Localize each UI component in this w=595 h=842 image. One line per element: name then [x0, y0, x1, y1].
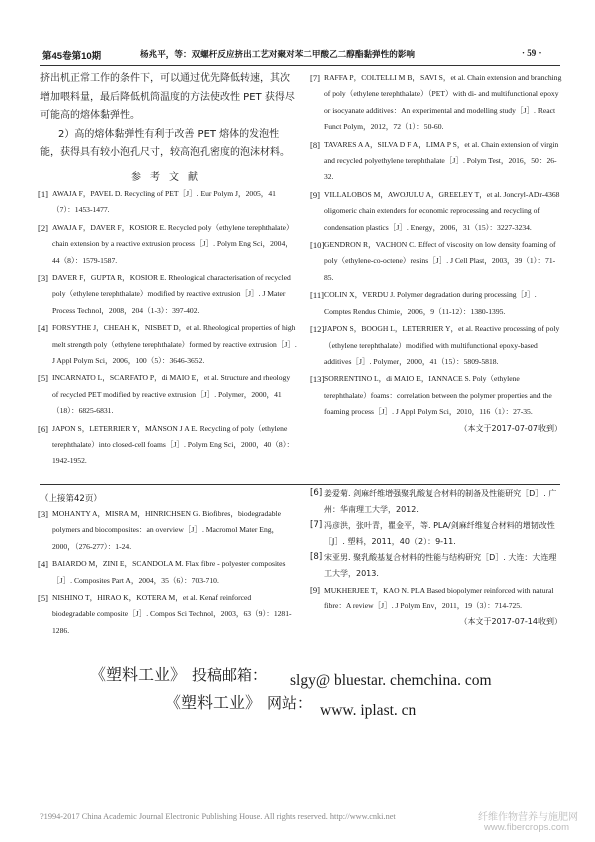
- reference-number: [10]: [310, 240, 325, 251]
- reference-number: [12]: [310, 324, 325, 335]
- reference-number: [2]: [38, 222, 49, 233]
- email-label: 投稿邮箱：: [192, 666, 268, 684]
- page-number: · 59 ·: [522, 48, 542, 58]
- reference-number: [5]: [38, 593, 49, 604]
- reference-text: INCARNATO L，SCARFATO P，di MAIO E，et al. Structure and rheology of recycled PET modified by reactive extrusion［J］. Polymer，2000，41（18）：6825-6831.: [52, 373, 291, 416]
- volume-issue: 第45卷第10期: [42, 51, 102, 62]
- reference-number: [8]: [310, 552, 323, 563]
- reference-text: FORSYTHE J，CHEAH K，NISBET D，et al. Rheological properties of high melt strength poly（ethylene terephthalate）formed by reactive extrusion［J］. J Appl Polym Sci，2006，100（5）：3646-3652.: [52, 323, 297, 366]
- reference-number: [13]: [310, 374, 325, 385]
- reference-item: [312, 70, 562, 136]
- reference-item: [312, 371, 562, 420]
- continued-references-right: [312, 486, 562, 627]
- reference-number: [7]: [310, 73, 321, 83]
- left-column: [40, 70, 298, 471]
- reference-item: [40, 186, 298, 219]
- reference-item: [40, 270, 298, 319]
- reference-number: [4]: [38, 559, 49, 570]
- journal-name-2: 《塑料工业》: [165, 693, 262, 712]
- journal-name: 《塑料工业》: [90, 665, 187, 684]
- header-rule: [40, 65, 560, 66]
- reference-text: RAFFA P，COLTELLI M B，SAVI S，et al. Chain extension and branching of poly（ethylene terephthalate）（PET）with di- and multifunctional epoxy or isocyanate additives：An experimental and modelling study［J］. React Funct Polym，2012，72（1）：50-60.: [324, 73, 562, 132]
- right-column: [312, 70, 562, 434]
- reference-number: [7]: [310, 520, 323, 531]
- reference-item: [312, 287, 562, 320]
- continued-references-left: [40, 506, 296, 640]
- reference-text: JAPON S，BOOGH L，LETERRIER Y，et al. Reactive processing of poly（ethylene terephthalate）modified with multifunctional epoxy-based additives［J］. Polymer，2000，41（15）：5809-5818.: [324, 324, 560, 366]
- watermark-url: www.fibercrops.com: [484, 822, 569, 833]
- reference-number: [3]: [38, 273, 49, 283]
- reference-number: [9]: [310, 189, 321, 200]
- submission-email-line: [90, 662, 492, 689]
- reference-text: 冯彦洪，张叶青，瞿金平，等. PLA/剑麻纤维复合材料的增韧改性［J］. 塑料，2011，40（2）：9-11.: [324, 521, 555, 546]
- submission-email[interactable]: slgy@ bluestar. chemchina. com: [290, 672, 492, 689]
- reference-number: [11]: [310, 290, 324, 301]
- reference-number: [3]: [38, 509, 49, 519]
- reference-item: [40, 370, 298, 419]
- reference-item: [40, 506, 296, 555]
- conclusion-paragraph-1: 挤出机正常工作的条件下，可以通过优先降低转速，其次增加喂料量，最后降低机筒温度的方法使改性 PET 获得尽可能高的熔体黏弹性。: [40, 73, 295, 122]
- reference-text: MUKHERJEE T，KAO N. PLA Based biopolymer reinforced with natural fibre：A review［J］. J Polym Env，2011，19（3）：714-725.: [324, 585, 554, 611]
- received-date: （本文于2017-07-07收到）: [459, 423, 562, 433]
- reference-text: 姜爱菊. 剑麻纤维增强聚乳酸复合材料的制备及性能研究［D］. 广州：华南理工大学，2012.: [324, 489, 557, 514]
- reference-item: [312, 321, 562, 370]
- reference-item: [40, 421, 298, 470]
- reference-text: TAVARES A A，SILVA D F A，LIMA P S，et al. Chain extension of virgin and recycled polyethylene terephthalate［J］. Polym Test，2016，50：26-32.: [324, 139, 559, 182]
- reference-item: [312, 237, 562, 286]
- reference-number: [6]: [310, 488, 323, 498]
- watermark-text: 纤维作物营养与施肥网: [478, 812, 578, 823]
- references-heading: 参考文献: [131, 171, 207, 183]
- reference-text: 宋亚男. 聚乳酸基复合材料的性能与结构研究［D］. 大连：大连理工大学，2013.: [324, 553, 557, 578]
- reference-number: [1]: [38, 188, 49, 199]
- running-title: 杨兆平，等：双螺杆反应挤出工艺对聚对苯二甲酸乙二醇酯黏弹性的影响: [140, 50, 416, 60]
- reference-number: [9]: [310, 584, 321, 595]
- reference-item: [40, 320, 298, 369]
- reference-text: JAPON S，LETERRIER Y，MÅNSON J A E. Recycling of poly（ethylene terephthalate）into closed-cell foams［J］. Polym Eng Sci，2000，40（8）：1942-1952.: [52, 423, 295, 466]
- reference-text: COLIN X，VERDU J. Polymer degradation during processing［J］. Comptes Rendus Chimie，2006，9（11-12）：1380-1395.: [324, 290, 537, 316]
- reference-item: [40, 556, 296, 589]
- reference-item: [312, 550, 562, 581]
- reference-text: MOHANTY A，MISRA M，HINRICHSEN G. Biofibres，biodegradable polymers and biocomposites：an overview［J］. Macromol Mater Eng，2000，（276-277）：1-24.: [52, 509, 281, 551]
- reference-number: [6]: [38, 423, 49, 434]
- reference-text: DAVER F，GUPTA R，KOSIOR E. Rheological characterisation of recycled poly（ethylene terephthalate）modified by reactive extrusion［J］. J Mater Process Technol，2008，204（1-3）：397-402.: [52, 273, 291, 315]
- references-list-right: [312, 70, 562, 421]
- continued-from-label: （上接第42页）: [40, 494, 102, 504]
- website-url[interactable]: www. iplast. cn: [320, 702, 417, 719]
- reference-number: [4]: [38, 323, 49, 334]
- website-label: 网站：: [267, 694, 313, 712]
- reference-text: AWAJA F，PAVEL D. Recycling of PET［J］. Eur Polym J，2005，41（7）：1453-1477.: [52, 188, 276, 215]
- reference-text: SORRENTINO L，di MAIO E，IANNACE S. Poly（ethylene terephthalate）foams：correlation between the polymer properties and the foaming process［J］. J Appl Polym Sci，2010，116（1）：27-35.: [324, 374, 552, 417]
- reference-text: BAIARDO M，ZINI E，SCANDOLA M. Flax fibre - polyester composites［J］. Composites Part A，2004，35（6）：703-710.: [52, 559, 286, 585]
- reference-text: VILLALOBOS M，AWOJULU A，GREELEY T，et al. Joncryl-ADr-4368 oligomeric chain extenders for economic reprocessing and recycling of condensation plastics［J］. Energy，2006，31（15）：3227-3234.: [324, 189, 560, 232]
- reference-text: GENDRON R，VACHON C. Effect of viscosity on low density foaming of poly（ethylene-co-octene）resins［J］. J Cell Plast，2003，39（1）：71-85.: [324, 240, 556, 282]
- running-header: [0, 48, 595, 64]
- reference-item: [312, 137, 562, 186]
- reference-item: [40, 220, 298, 269]
- website-line: [165, 690, 417, 719]
- conclusion-paragraph-2: 2）高的熔体黏弹性有利于改善 PET 熔体的发泡性能，获得具有较小泡孔尺寸，较高泡孔密度的泡沫材料。: [40, 128, 290, 159]
- reference-item: [312, 518, 562, 549]
- section-divider: [40, 484, 560, 485]
- references-list-left: [40, 186, 298, 470]
- reference-text: NISHINO T，HIRAO K，KOTERA M，et al. Kenaf reinforced biodegradable composite［J］. Compos Sci Technol，2003，63（9）：1281-1286.: [52, 593, 292, 635]
- reference-text: AWAJA F，DAVER F，KOSIOR E. Recycled poly（ethylene terephthalate）chain extension by a reactive extrusion process［J］. Polym Eng Sci，2004，44（8）：1579-1587.: [52, 222, 294, 265]
- copyright-footer: ?1994-2017 China Academic Journal Electronic Publishing House. All rights reserved. http://www.cnki.net: [40, 812, 396, 821]
- received-date-bottom: （本文于2017-07-14收到）: [459, 616, 562, 626]
- reference-number: [8]: [310, 139, 321, 150]
- reference-item: [312, 583, 562, 614]
- reference-item: [40, 590, 296, 639]
- reference-item: [312, 187, 562, 236]
- reference-number: [5]: [38, 373, 49, 384]
- reference-item: [312, 486, 562, 517]
